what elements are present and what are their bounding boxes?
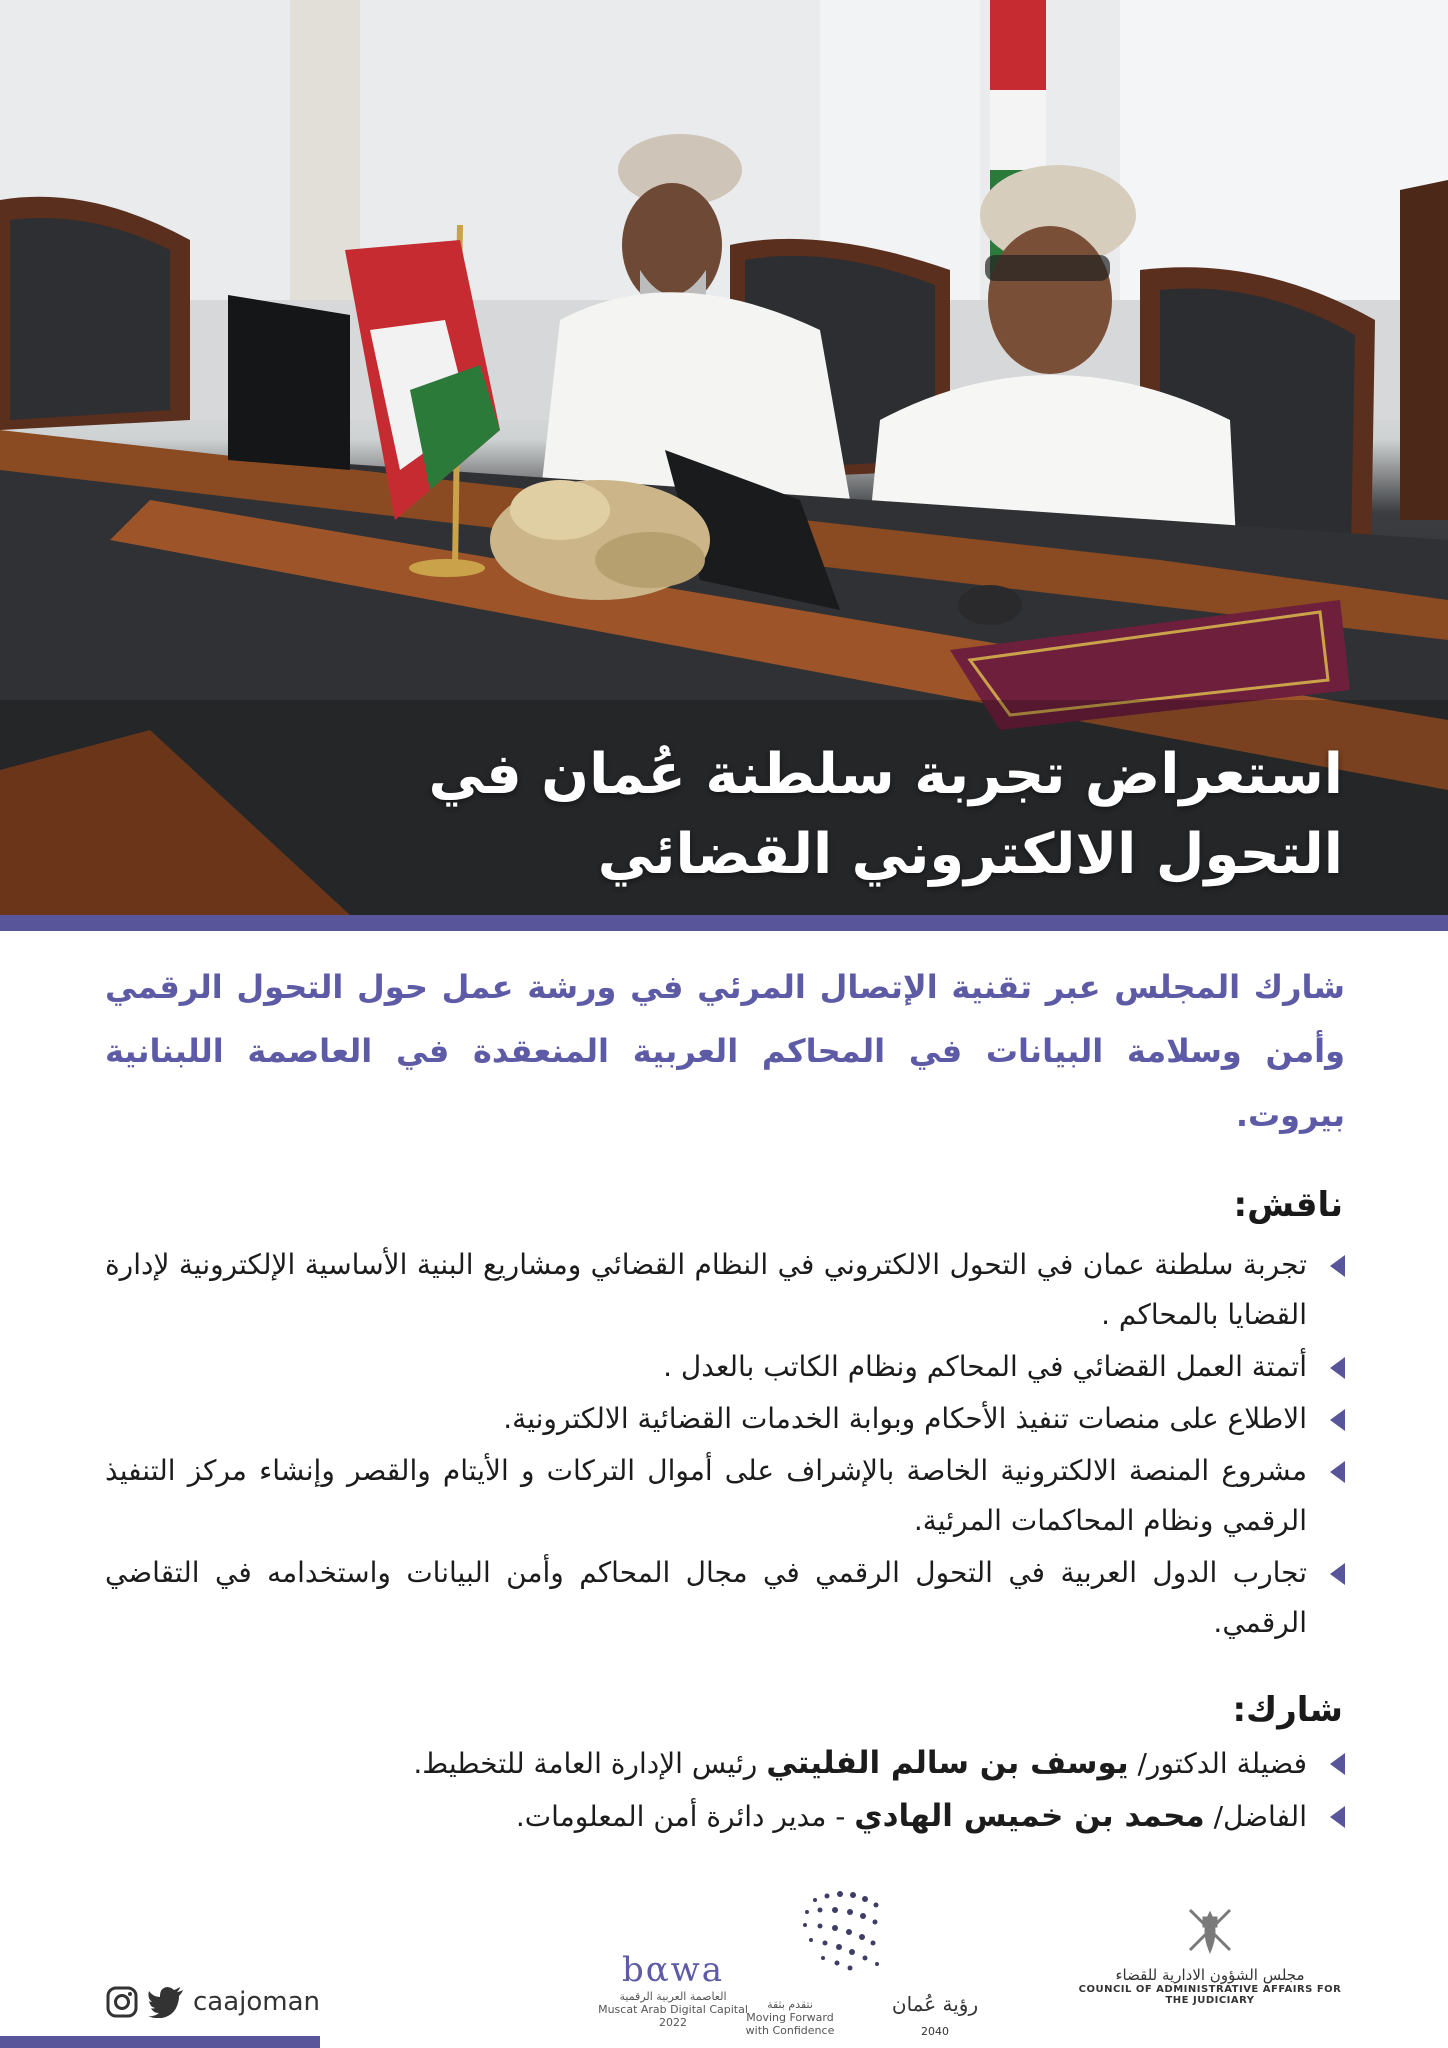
participant-title: فضيلة الدكتور/ — [1128, 1747, 1307, 1780]
intro-paragraph: شارك المجلس عبر تقنية الإتصال المرئي في ورشة عمل حول التحول الرقمي وأمن وسلامة البيانات في المحاكم العربية المنعقدة في العاصمة اللبنانية بيروت. — [105, 968, 1345, 1134]
participated-heading: شارك: — [1232, 1690, 1343, 1730]
accent-divider — [0, 915, 1448, 931]
vision-year: 2040 — [921, 2025, 949, 2038]
hero-photo — [0, 0, 1448, 915]
list-item — [105, 1394, 1345, 1444]
page-title — [143, 735, 1343, 895]
list-item — [105, 1791, 1345, 1842]
list-item — [105, 1240, 1345, 1340]
social-handle[interactable]: caajoman — [193, 1987, 321, 2017]
digital-capital-en: Muscat Arab Digital Capital — [598, 2003, 748, 2016]
list-item — [105, 1738, 1345, 1789]
discussed-list — [105, 1240, 1345, 1650]
instagram-icon[interactable] — [105, 1985, 139, 2019]
oman-khanjar-emblem — [1180, 1900, 1240, 1960]
participant-name: يوسف بن سالم الفليتي — [766, 1745, 1129, 1781]
triangle-bullet-icon — [1330, 1409, 1345, 1431]
council-name-ar: مجلس الشؤون الادارية للقضاء — [1115, 1966, 1305, 1984]
footer-accent-line — [0, 2036, 320, 2048]
vision-tagline-en: Moving Forward with Confidence — [745, 2011, 835, 2037]
twitter-icon[interactable] — [147, 1986, 185, 2018]
page-title-line-2: التحول الالكتروني القضائي — [597, 822, 1343, 887]
triangle-bullet-icon — [1330, 1563, 1345, 1585]
list-item-text: مشروع المنصة الالكترونية الخاصة بالإشراف على أموال التركات و الأيتام والقصر وإنشاء مركز التنفيذ الرقمي ونظام المحاكمات المرئية. — [105, 1454, 1307, 1537]
participant-name: محمد بن خميس الهادي — [854, 1798, 1205, 1834]
participant-role: - مدير دائرة أمن المعلومات. — [515, 1800, 855, 1833]
triangle-bullet-icon — [1330, 1357, 1345, 1379]
council-name-en: COUNCIL OF ADMINISTRATIVE AFFAIRS FOR THE JUDICIARY — [1078, 1984, 1342, 2006]
vision-tagline-ar: نتقدم بثقة — [767, 1998, 813, 2011]
list-item-text: تجارب الدول العربية في التحول الرقمي في مجال المحاكم وأمن البيانات واستخدامه في التقاضي الرقمي. — [105, 1556, 1307, 1639]
digital-capital-year: 2022 — [659, 2016, 687, 2029]
triangle-bullet-icon — [1330, 1461, 1345, 1483]
social-links — [105, 1985, 320, 2019]
triangle-bullet-icon — [1330, 1753, 1345, 1775]
page-title-line-1: استعراض تجربة سلطنة عُمان في — [428, 742, 1343, 807]
participant-role: رئيس الإدارة العامة للتخطيط. — [413, 1747, 767, 1780]
digital-capital-ar: العاصمة العربية الرقمية — [619, 1990, 727, 2003]
muscat-digital-capital-logo — [598, 1950, 748, 2029]
vision-ar-text: رؤية عُمان — [891, 1992, 979, 2016]
triangle-bullet-icon — [1330, 1806, 1345, 1828]
discussed-heading: ناقش: — [1233, 1185, 1343, 1225]
participant-title: الفاضل/ — [1204, 1800, 1307, 1833]
vision-dots-graphic — [745, 1880, 1005, 1990]
list-item-text: أتمتة العمل القضائي في المحاكم ونظام الكاتب بالعدل . — [663, 1350, 1307, 1383]
digital-capital-wordmark: bαwa — [621, 1950, 725, 1990]
list-item — [105, 1548, 1345, 1648]
list-item — [105, 1342, 1345, 1392]
council-logo — [1075, 1900, 1345, 2006]
triangle-bullet-icon — [1330, 1255, 1345, 1277]
list-item-text: الاطلاع على منصات تنفيذ الأحكام وبوابة الخدمات القضائية الالكترونية. — [503, 1402, 1307, 1435]
list-item-text: تجربة سلطنة عمان في التحول الالكتروني في النظام القضائي ومشاريع البنية الأساسية الإلكترونية لإدارة القضايا بالمحاكم . — [105, 1248, 1307, 1331]
list-item — [105, 1446, 1345, 1546]
participated-list — [105, 1738, 1345, 1844]
oman-vision-2040-logo — [745, 1880, 1005, 2038]
